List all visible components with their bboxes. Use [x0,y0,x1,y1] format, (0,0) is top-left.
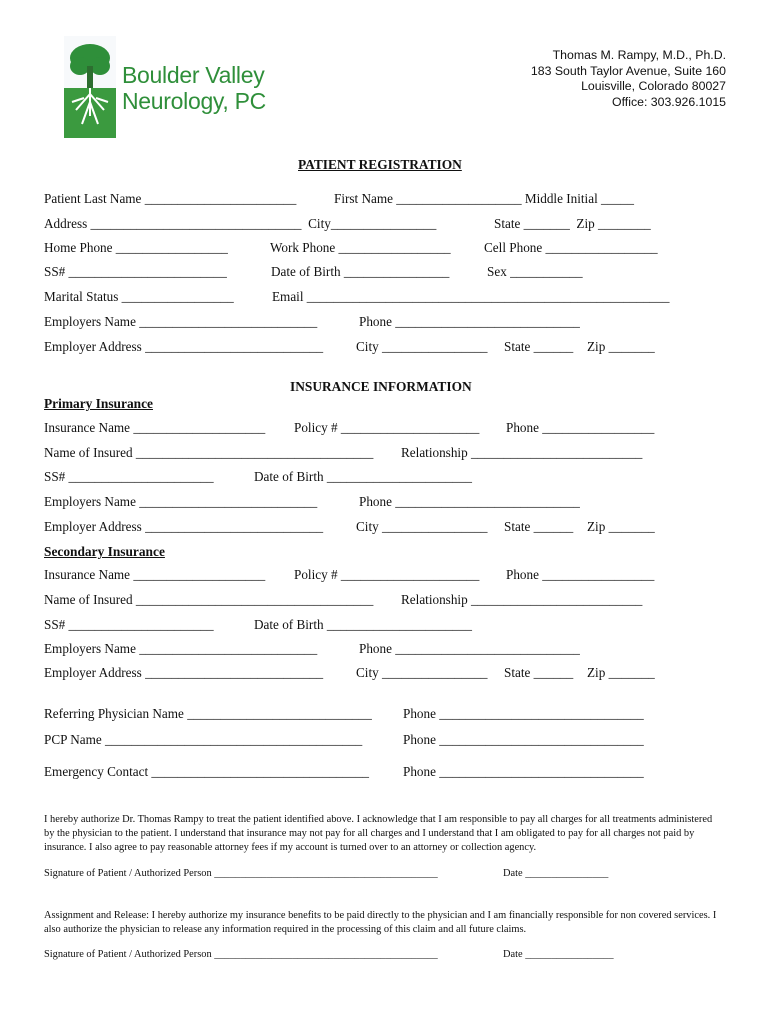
secondary-ssn-field[interactable]: SS# ______________________ [44,617,214,632]
assignment-release-paragraph: Assignment and Release: I hereby authorize my insurance benefits to be paid directly to the physician and I am financially responsible for non covered services. I also authorize the physician to release any information required in the processing of this claim and all future claims. [44,910,717,935]
pcp-name-field[interactable]: PCP Name _______________________________________ [44,732,363,747]
employer-state-field[interactable]: State ______ [504,339,574,354]
secondary-policy-field[interactable]: Policy # _____________________ [294,567,480,582]
primary-name-of-insured-field[interactable]: Name of Insured ____________________________________ [44,445,374,460]
logo-name-line2: Neurology, PC [122,88,266,114]
work-phone-field[interactable]: Work Phone _________________ [270,240,451,255]
signature-field-1[interactable]: Signature of Patient / Authorized Person ___________________________________________ [44,868,438,879]
employer-zip-field[interactable]: Zip _______ [587,339,655,354]
secondary-employer-state-field[interactable]: State ______ [504,665,574,680]
doctor-city: Louisville, Colorado 80027 [581,79,726,93]
first-name-middle-initial-field[interactable]: First Name ___________________ Middle Initial _____ [334,191,634,206]
doctor-name: Thomas M. Rampy, M.D., Ph.D. [552,48,726,62]
primary-employer-phone-field[interactable]: Phone ____________________________ [359,494,580,509]
patient-last-name-field[interactable]: Patient Last Name _______________________ [44,191,297,206]
home-phone-field[interactable]: Home Phone _________________ [44,240,228,255]
emergency-contact-phone-field[interactable]: Phone _______________________________ [403,764,644,779]
sex-field[interactable]: Sex ___________ [487,264,583,279]
logo-name-line1: Boulder Valley [122,62,265,88]
date-of-birth-field[interactable]: Date of Birth ________________ [271,264,450,279]
secondary-employers-name-field[interactable]: Employers Name ___________________________ [44,641,318,656]
pcp-phone-field[interactable]: Phone _______________________________ [403,732,644,747]
secondary-name-of-insured-field[interactable]: Name of Insured ____________________________________ [44,592,374,607]
marital-status-field[interactable]: Marital Status _________________ [44,289,234,304]
secondary-dob-field[interactable]: Date of Birth ______________________ [254,617,472,632]
primary-phone-field[interactable]: Phone _________________ [506,420,655,435]
secondary-employer-phone-field[interactable]: Phone ____________________________ [359,641,580,656]
employers-name-field[interactable]: Employers Name ___________________________ [44,314,318,329]
email-field[interactable]: Email _______________________________________________________ [272,289,670,304]
primary-employer-state-field[interactable]: State ______ [504,519,574,534]
primary-ssn-field[interactable]: SS# ______________________ [44,469,214,484]
patient-registration-title: PATIENT REGISTRATION [298,157,462,172]
secondary-insurance-heading: Secondary Insurance [44,544,165,559]
secondary-employer-address-field[interactable]: Employer Address ___________________________ [44,665,324,680]
primary-insurance-name-field[interactable]: Insurance Name ____________________ [44,420,266,435]
address-city-field[interactable]: Address ________________________________ City________________ [44,216,437,231]
date-field-1[interactable]: Date ________________ [503,868,609,879]
referring-physician-field[interactable]: Referring Physician Name ____________________________ [44,706,372,721]
primary-dob-field[interactable]: Date of Birth ______________________ [254,469,472,484]
secondary-employer-city-field[interactable]: City ________________ [356,665,488,680]
primary-relationship-field[interactable]: Relationship __________________________ [401,445,643,460]
cell-phone-field[interactable]: Cell Phone _________________ [484,240,658,255]
logo-mark [64,36,116,138]
secondary-phone-field[interactable]: Phone _________________ [506,567,655,582]
doctor-office-phone: Office: 303.926.1015 [612,95,726,109]
insurance-information-title: INSURANCE INFORMATION [290,379,472,394]
primary-employers-name-field[interactable]: Employers Name ___________________________ [44,494,318,509]
signature-field-2[interactable]: Signature of Patient / Authorized Person ___________________________________________ [44,949,438,960]
authorization-paragraph: I hereby authorize Dr. Thomas Rampy to treat the patient identified above. I acknowledge that I am responsible to pay all charges for all treatments administered by the physician to the patient. I understand that insurance may not pay for all charges and I understand that I am obligated to pay for all charges not paid by insurance. I also agree to pay reasonable attorney fees if my account is turned over to an attorney or collection agency. [44,814,713,853]
primary-employer-address-field[interactable]: Employer Address ___________________________ [44,519,324,534]
tree-icon [64,36,116,138]
primary-insurance-heading: Primary Insurance [44,396,153,411]
date-field-2[interactable]: Date _________________ [503,949,614,960]
state-zip-field[interactable]: State _______ Zip ________ [494,216,651,231]
doctor-street: 183 South Taylor Avenue, Suite 160 [530,64,726,78]
referring-physician-phone-field[interactable]: Phone _______________________________ [403,706,644,721]
primary-policy-field[interactable]: Policy # _____________________ [294,420,480,435]
emergency-contact-field[interactable]: Emergency Contact _________________________________ [44,764,370,779]
primary-employer-city-field[interactable]: City ________________ [356,519,488,534]
employer-address-field[interactable]: Employer Address ___________________________ [44,339,324,354]
employer-city-field[interactable]: City ________________ [356,339,488,354]
employer-phone-field[interactable]: Phone ____________________________ [359,314,580,329]
secondary-insurance-name-field[interactable]: Insurance Name ____________________ [44,567,266,582]
primary-employer-zip-field[interactable]: Zip _______ [587,519,655,534]
secondary-relationship-field[interactable]: Relationship __________________________ [401,592,643,607]
secondary-employer-zip-field[interactable]: Zip _______ [587,665,655,680]
ssn-field[interactable]: SS# ________________________ [44,264,227,279]
